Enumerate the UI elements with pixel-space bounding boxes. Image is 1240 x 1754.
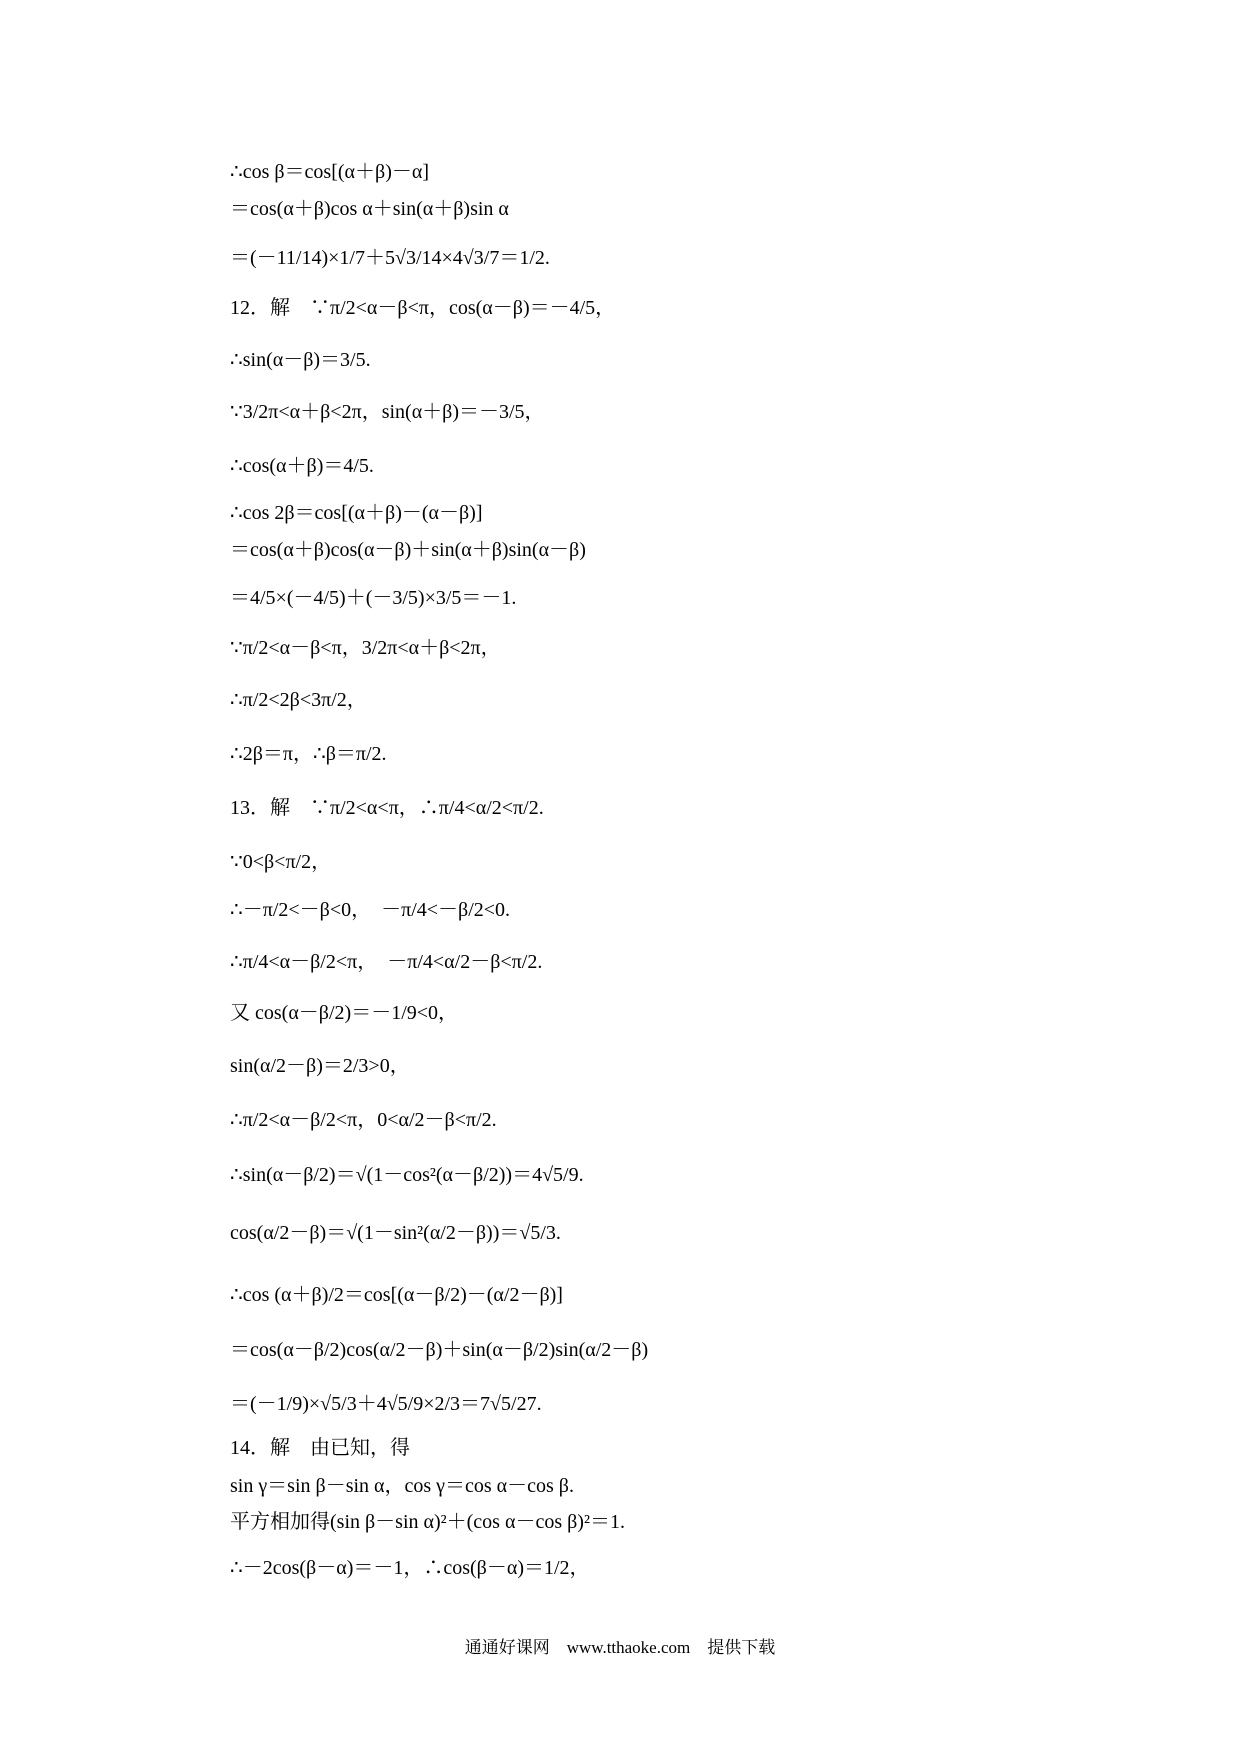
text-line: 平方相加得(sin β－sin α)²＋(cos α－cos β)²＝1. (230, 1511, 625, 1533)
text-line: sin(α/2－β)＝2/3>0， (230, 1055, 410, 1077)
text-line: 13．解 ∵π/2<α<π，∴π/4<α/2<π/2. (230, 797, 544, 819)
text-line: ＝4/5×(－4/5)＋(－3/5)×3/5＝－1. (230, 587, 517, 609)
text-line: ∴cos β＝cos[(α＋β)－α] (230, 161, 429, 183)
text-line: ∴π/2<2β<3π/2， (230, 689, 367, 711)
text-line: ＝cos(α－β/2)cos(α/2－β)＋sin(α－β/2)sin(α/2－β) (230, 1339, 649, 1361)
text-line: ∵3/2π<α＋β<2π，sin(α＋β)＝－3/5， (230, 401, 545, 423)
text-line: 12．解 ∵π/2<α－β<π，cos(α－β)＝－4/5， (230, 297, 616, 319)
text-line: cos(α/2－β)＝√(1－sin²(α/2－β))＝√5/3. (230, 1222, 561, 1244)
text-line: ＝cos(α＋β)cos α＋sin(α＋β)sin α (230, 198, 509, 220)
text-line: ∴cos(α＋β)＝4/5. (230, 455, 374, 477)
text-line: ∴cos (α＋β)/2＝cos[(α－β/2)－(α/2－β)] (230, 1284, 563, 1306)
text-line: ＝(－1/9)×√5/3＋4√5/9×2/3＝7√5/27. (230, 1393, 542, 1415)
text-line: ∴sin(α－β)＝3/5. (230, 349, 371, 371)
text-line: 又 cos(α－β/2)＝－1/9<0， (230, 1002, 459, 1024)
text-line: 14．解 由已知，得 (230, 1437, 410, 1459)
text-line: ∴－π/2<－β<0， －π/4<－β/2<0. (230, 899, 511, 921)
text-line: ∴π/2<α－β/2<π，0<α/2－β<π/2. (230, 1109, 497, 1131)
text-line: ∴cos 2β＝cos[(α＋β)－(α－β)] (230, 502, 483, 524)
page-footer: 通通好课网 www.tthaoke.com 提供下载 (464, 1638, 776, 1657)
text-line: ∴2β＝π，∴β＝π/2. (230, 743, 387, 765)
text-line: ∴－2cos(β－α)＝－1，∴cos(β－α)＝1/2， (230, 1557, 590, 1579)
text-line: ∴sin(α－β/2)＝√(1－cos²(α－β/2))＝4√5/9. (230, 1164, 584, 1186)
text-line: sin γ＝sin β－sin α，cos γ＝cos α－cos β. (230, 1475, 574, 1497)
text-line: ∴π/4<α－β/2<π， －π/4<α/2－β<π/2. (230, 951, 543, 973)
text-line: ∵π/2<α－β<π，3/2π<α＋β<2π， (230, 637, 501, 659)
text-line: ＝(－11/14)×1/7＋5√3/14×4√3/7＝1/2. (230, 247, 550, 269)
text-line: ＝cos(α＋β)cos(α－β)＋sin(α＋β)sin(α－β) (230, 539, 586, 561)
text-line: ∵0<β<π/2， (230, 851, 332, 873)
